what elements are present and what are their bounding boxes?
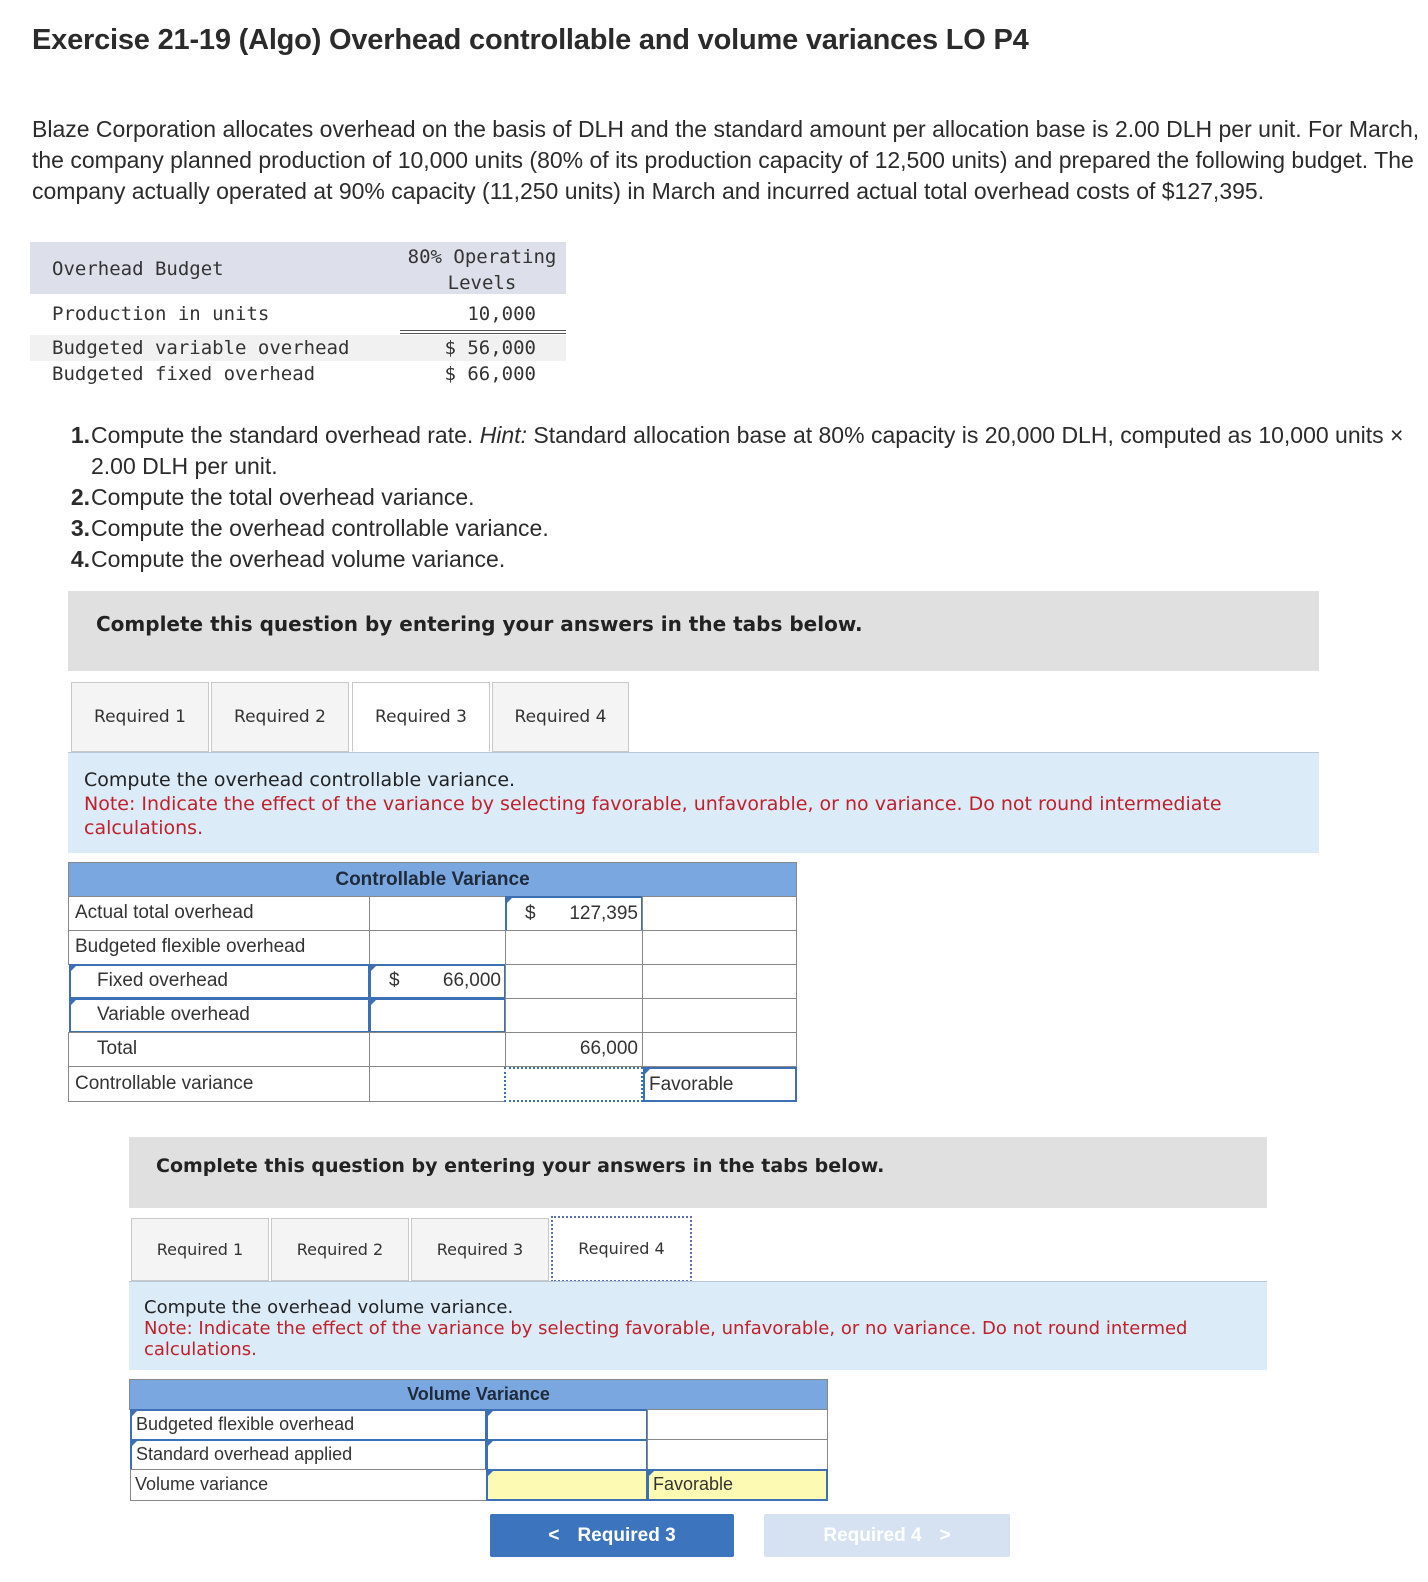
- next-required-button[interactable]: [764, 1514, 1010, 1557]
- budget-column-header: 80% Operating Levels: [407, 246, 557, 294]
- input-flag-icon: [70, 999, 77, 1006]
- tab-required-3[interactable]: Required 3: [411, 1218, 549, 1281]
- input-flag-icon: [70, 965, 77, 972]
- empty-cell: [505, 930, 643, 965]
- empty-cell: [369, 896, 506, 931]
- input-flag-icon: [131, 1440, 138, 1447]
- empty-cell: [647, 1409, 828, 1441]
- fixed-overhead-input[interactable]: $ 66,000: [369, 964, 506, 999]
- empty-cell: [505, 998, 643, 1033]
- question-text: Compute the overhead controllable variance.: [84, 769, 516, 791]
- budget-row-value: $ 66,000: [444, 363, 536, 385]
- previous-button-label: Required 3: [577, 1524, 676, 1546]
- problem-intro: Blaze Corporation allocates overhead on the basis of DLH and the standard amount per allocation base is 2.00 DLH per unit. For March, the company planned production of 10,000 units (80% of its production capacity of 12,500 units) and prepared the following budget. The company actually operated at 90% capacity (11,250 units) in March and incurred actual total overhead costs of $127,395.: [32, 116, 1420, 204]
- question-text: Compute the overhead volume variance.: [144, 1297, 514, 1318]
- question-panel: [68, 752, 1319, 853]
- input-flag-icon: [648, 1470, 655, 1477]
- volume-variance-effect-select[interactable]: Favorable: [647, 1469, 828, 1501]
- empty-cell: [642, 1032, 797, 1067]
- input-flag-icon: [131, 1410, 138, 1417]
- input-flag-icon: [487, 1470, 494, 1477]
- controllable-variance-input[interactable]: [504, 1067, 643, 1102]
- requirements-list: [64, 420, 1428, 575]
- chevron-right-icon: >: [939, 1524, 951, 1546]
- page-title: Exercise 21-19 (Algo) Overhead controllable and volume variances LO P4: [32, 24, 1029, 56]
- input-flag-icon: [506, 897, 513, 904]
- row-label: Actual total overhead: [68, 896, 370, 931]
- actual-total-input[interactable]: $ 127,395: [505, 896, 643, 932]
- volume-row2-label-select[interactable]: Standard overhead applied: [130, 1439, 487, 1471]
- empty-cell: [642, 896, 797, 931]
- input-flag-icon: [370, 965, 377, 972]
- input-flag-icon: [370, 999, 377, 1006]
- budget-row-value: 10,000: [467, 303, 536, 325]
- tab-required-4[interactable]: Required 4: [551, 1216, 692, 1282]
- chevron-left-icon: <: [548, 1524, 560, 1546]
- tab-required-4[interactable]: Required 4: [492, 682, 629, 752]
- question-panel: [129, 1281, 1267, 1370]
- empty-cell: [642, 964, 797, 999]
- row-label: Total: [68, 1032, 370, 1067]
- requirement-item: 4. Compute the overhead volume variance.: [70, 546, 506, 572]
- empty-cell: [369, 930, 506, 965]
- row-label: Controllable variance: [68, 1066, 370, 1102]
- tab-required-2[interactable]: Required 2: [211, 682, 349, 752]
- input-flag-icon: [487, 1440, 494, 1447]
- tab-required-1[interactable]: Required 1: [71, 682, 209, 752]
- double-underline: [400, 330, 566, 334]
- total-budgeted-value: 66,000: [505, 1032, 643, 1067]
- requirement-item: 1. Compute the standard overhead rate. Hint: Standard allocation base at 80% capacity is 20,000 DLH, computed as 10,000 units × 2.00 DLH per unit.: [70, 422, 1404, 479]
- input-flag-icon: [644, 1068, 651, 1075]
- empty-cell: [505, 964, 643, 999]
- volume-variance-input[interactable]: [486, 1469, 648, 1501]
- controllable-variance-effect-select[interactable]: Favorable: [643, 1067, 797, 1102]
- variable-overhead-input[interactable]: [369, 998, 506, 1033]
- tab-required-1[interactable]: Required 1: [131, 1218, 269, 1281]
- table-header: Controllable Variance: [68, 862, 797, 897]
- budget-row-label: Production in units: [52, 303, 270, 325]
- volume-row1-input[interactable]: [486, 1409, 648, 1441]
- budget-row-value: $ 56,000: [444, 337, 536, 359]
- volume-row2-input[interactable]: [486, 1439, 648, 1471]
- row-label: Budgeted flexible overhead: [68, 930, 370, 965]
- empty-cell: [369, 1032, 506, 1067]
- volume-row1-label-select[interactable]: Budgeted flexible overhead: [130, 1409, 487, 1441]
- table-header: Volume Variance: [129, 1379, 828, 1410]
- empty-cell: [369, 1066, 506, 1102]
- budget-header-label: Overhead Budget: [52, 258, 224, 280]
- instruction-text: Complete this question by entering your answers in the tabs below.: [96, 612, 863, 636]
- question-note: Note: Indicate the effect of the variance by selecting favorable, unfavorable, or no variance. Do not round intermed calculations.: [144, 1318, 1188, 1360]
- next-button-label: Required 4: [823, 1524, 922, 1546]
- variable-overhead-label-select[interactable]: Variable overhead: [69, 998, 370, 1033]
- instruction-text: Complete this question by entering your answers in the tabs below.: [156, 1155, 885, 1177]
- row-label: Volume variance: [130, 1469, 487, 1501]
- requirement-item: 3. Compute the overhead controllable variance.: [70, 515, 549, 541]
- tab-required-3[interactable]: Required 3: [352, 682, 490, 752]
- empty-cell: [642, 930, 797, 965]
- empty-cell: [642, 998, 797, 1033]
- question-note: Note: Indicate the effect of the variance by selecting favorable, unfavorable, or no variance. Do not round intermediate calculations.: [84, 793, 1222, 839]
- empty-cell: [647, 1439, 828, 1471]
- fixed-overhead-label-select[interactable]: Fixed overhead: [69, 964, 370, 999]
- requirement-item: 2. Compute the total overhead variance.: [70, 484, 475, 510]
- budget-row-label: Budgeted variable overhead: [52, 337, 350, 359]
- input-flag-icon: [487, 1410, 494, 1417]
- previous-required-button[interactable]: [490, 1514, 734, 1557]
- tab-required-2[interactable]: Required 2: [271, 1218, 409, 1281]
- budget-row-label: Budgeted fixed overhead: [52, 363, 316, 385]
